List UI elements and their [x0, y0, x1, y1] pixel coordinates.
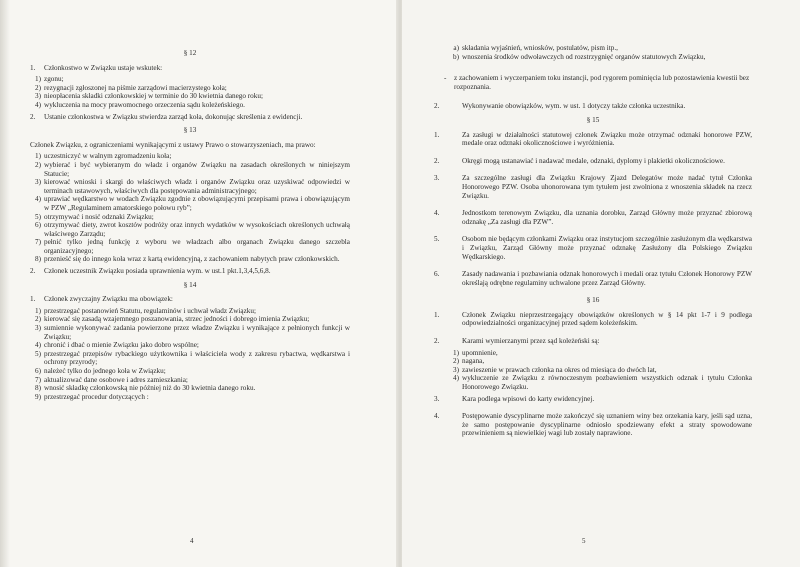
list-item: 8) wnosić składkę członkowską nie później niż do 30 kwietnia danego roku.	[35, 384, 256, 393]
section-12-list	[30, 75, 350, 109]
list-item: 4. Jednostkom terenowym Związku, dla uznania dorobku, Zarząd Główny może przyznać zbiorową odznakę „Za zasługi dla PZW”.	[434, 209, 752, 226]
section-16-para-4: 4. Postępowanie dyscyplinarne może zakończyć się uznaniem winy bez orzekania kary, jeśli sąd uzna, że samo postępowanie dyscyplinarne odniosło spodziewany efekt a straty spowodowane przewinieniem są niewielkiej wagi lub zostały naprawione.	[434, 412, 752, 438]
list-item: 3) zawieszenie w prawach członka na okres od miesiąca do dwóch lat,	[453, 365, 657, 374]
section-14-para-1: 1. Członek zwyczajny Związku ma obowiązek:	[30, 295, 173, 304]
list-item: 7) pełnić tylko jedną funkcję z wyboru we władzach albo organach Związku danego szczebla organizacyjnego;	[35, 238, 350, 255]
section-16-para-2: 2. Karami wymierzanymi przez sąd koleżeński są:	[434, 337, 600, 346]
list-item: 3) nieopłacenia składki członkowskiej w terminie do 30 kwietnia danego roku;	[35, 92, 263, 101]
section-12-title: § 12	[183, 49, 197, 57]
left-page	[0, 0, 398, 567]
list-item: 6. Zasady nadawania i pozbawiania odznak honorowych i medali oraz tytułu Członek Honorowy PZW określają odrębne regulaminy uchwalone przez Zarząd Główny.	[434, 270, 752, 287]
dash-bullet: -	[444, 74, 447, 83]
page-number-right: 5	[582, 537, 586, 545]
list-item: 4) wykluczenia na mocy prawomocnego orzeczenia sądu koleżeńskiego.	[35, 100, 245, 109]
section-13-title: § 13	[183, 126, 197, 135]
list-item: 9) przestrzegać procedur dotyczących :	[35, 392, 149, 401]
page-number-left: 4	[190, 537, 194, 545]
list-item: 5) przestrzegać przepisów rybackiego użytkownika i właściciela wody z zakresu rybactwa, wędkarstwa i ochrony przyrody;	[35, 349, 350, 367]
section-14-title: § 14	[183, 280, 197, 289]
section-15-title: § 15	[586, 115, 600, 124]
right-page-content	[434, 44, 752, 447]
list-item: 3. Za szczególne zasługi dla Związku Krajowy Zjazd Delegatów może nadać tytuł Członka Honorowego PZW. Osoba uhonorowana tym tytułem jest zwolniona z wnoszenia składek na rzecz Związku.	[434, 174, 752, 200]
list-item: 2) wybierać i być wybieranym do władz i organów Związku na zasadach określonych w niniejszym Statucie;	[35, 160, 350, 178]
list-item: 1) upomnienie,	[453, 348, 498, 357]
section-15-list	[434, 131, 752, 288]
section-16-para-1: 1. Członek Związku nieprzestrzegający obowiązków określonych w § 14 pkt 1-7 i 9 podlega odpowiedzialności organizacyjnej przed sądem koleżeńskim.	[434, 310, 752, 328]
left-page-content	[30, 44, 350, 404]
section-12-para-2: 2. Ustanie członkostwa w Związku stwierdza zarząd koła, dokonując skreślenia z ewidencji.	[30, 112, 303, 121]
section-12-para-1: 1. Członkostwo w Związku ustaje wskutek:	[30, 63, 163, 72]
procedure-note: - z zachowaniem i wyczerpaniem toku instancji, pod rygorem pominięcia lub pozostawienia kwestii bez rozpoznania.	[444, 74, 750, 91]
list-item: 2. Okręgi mogą ustanawiać i nadawać medale, odznaki, dyplomy i plakietki okolicznościowe.	[434, 156, 725, 165]
list-item: 7) aktualizować dane osobowe i adres zamieszkania;	[35, 375, 188, 384]
section-16-para-3: 3. Kara podlega wpisowi do karty ewidencyjnej.	[434, 394, 595, 403]
list-item: 8) przenieść się do innego koła wraz z kartą ewidencyjną, z zachowaniem nabytych praw członkowskich.	[35, 255, 340, 264]
section-14-para-2: 2. Wykonywanie obowiązków, wym. w ust. 1 dotyczy także członka uczestnika.	[434, 102, 686, 111]
list-item: 5. Osobom nie będącym członkami Związku oraz instytucjom szczególnie zasłużonym dla wędkarstwa i Związku, Zarząd Główny może przyznać odznakę Zasłużony dla Polskiego Związku Wędkarskiego.	[434, 235, 752, 261]
section-14-list	[30, 307, 350, 402]
list-item: 3) kierować wnioski i skargi do właściwych władz i organów Związku oraz uzyskiwać odpowiedzi w terminach ustawowych, właściwych dla postępowania administracyjnego;	[35, 178, 350, 195]
section-13-para-2: 2. Członek uczestnik Związku posiada uprawnienia wym. w ust.1 pkt.1,3,4,5,6,8.	[30, 267, 271, 276]
section-16-list	[434, 349, 752, 392]
list-item: 2) rezygnacji zgłoszonej na piśmie zarządowi macierzystego koła;	[35, 83, 227, 92]
right-page	[402, 0, 800, 567]
list-item: 6) otrzymywać diety, zwrot kosztów podróży oraz innych wydatków w wysokościach określonych uchwałą właściwego Zarządu;	[35, 221, 350, 238]
list-item: 6) należeć tylko do jednego koła w Związku;	[35, 367, 166, 375]
continued-list	[434, 44, 752, 61]
section-13-list	[30, 152, 350, 264]
list-item: 4) wykluczenie ze Związku z równoczesnym pozbawieniem wszystkich odznak i tytułu Członka Honorowego Związku.	[453, 374, 752, 392]
list-item: 1) zgonu;	[35, 75, 64, 84]
list-item: 3) sumiennie wykonywać zadania powierzone przez władze Związku i wynikające z pełnionych funkcji w Związku;	[35, 324, 350, 341]
section-16-body	[434, 311, 752, 346]
list-item: 1) przestrzegać postanowień Statutu, regulaminów i uchwał władz Związku;	[35, 306, 256, 315]
list-item: 1) uczestniczyć w walnym zgromadzeniu koła;	[35, 152, 172, 161]
section-13-intro: Członek Związku, z ograniczeniami wynikającymi z ustawy Prawo o stowarzyszeniach, ma prawo:	[30, 140, 316, 149]
section-16-tail	[434, 395, 752, 438]
list-item: 5) otrzymywać i nosić odznaki Związku;	[35, 212, 154, 221]
list-item: 1. Za zasługi w działalności statutowej członek Związku może otrzymać odznaki honorowe PZW, medale oraz odznaki okolicznościowe i wyróżnienia.	[434, 130, 752, 148]
section-16-title: § 16	[586, 296, 600, 305]
list-item: 4) uprawiać wędkarstwo w wodach Związku zgodnie z obowiązującymi przepisami prawa i obowiązującym w PZW „Regulaminem amatorskiego połowu ryb”;	[35, 195, 350, 212]
list-item: 2) nagana,	[453, 357, 485, 366]
list-item: 2) kierować się zasadą wzajemnego poszanowania, strzec jedności i dobrego imienia Związku;	[35, 315, 310, 324]
list-item: 4) chronić i dbać o mienie Związku jako dobro wspólne;	[35, 341, 199, 350]
list-item: a) składania wyjaśnień, wniosków, postulatów, pism itp.,	[453, 44, 618, 52]
left-page-edge	[0, 0, 10, 567]
list-item: b) wnoszenia środków odwoławczych od rozstrzygnięć organów statutowych Związku,	[453, 52, 706, 61]
